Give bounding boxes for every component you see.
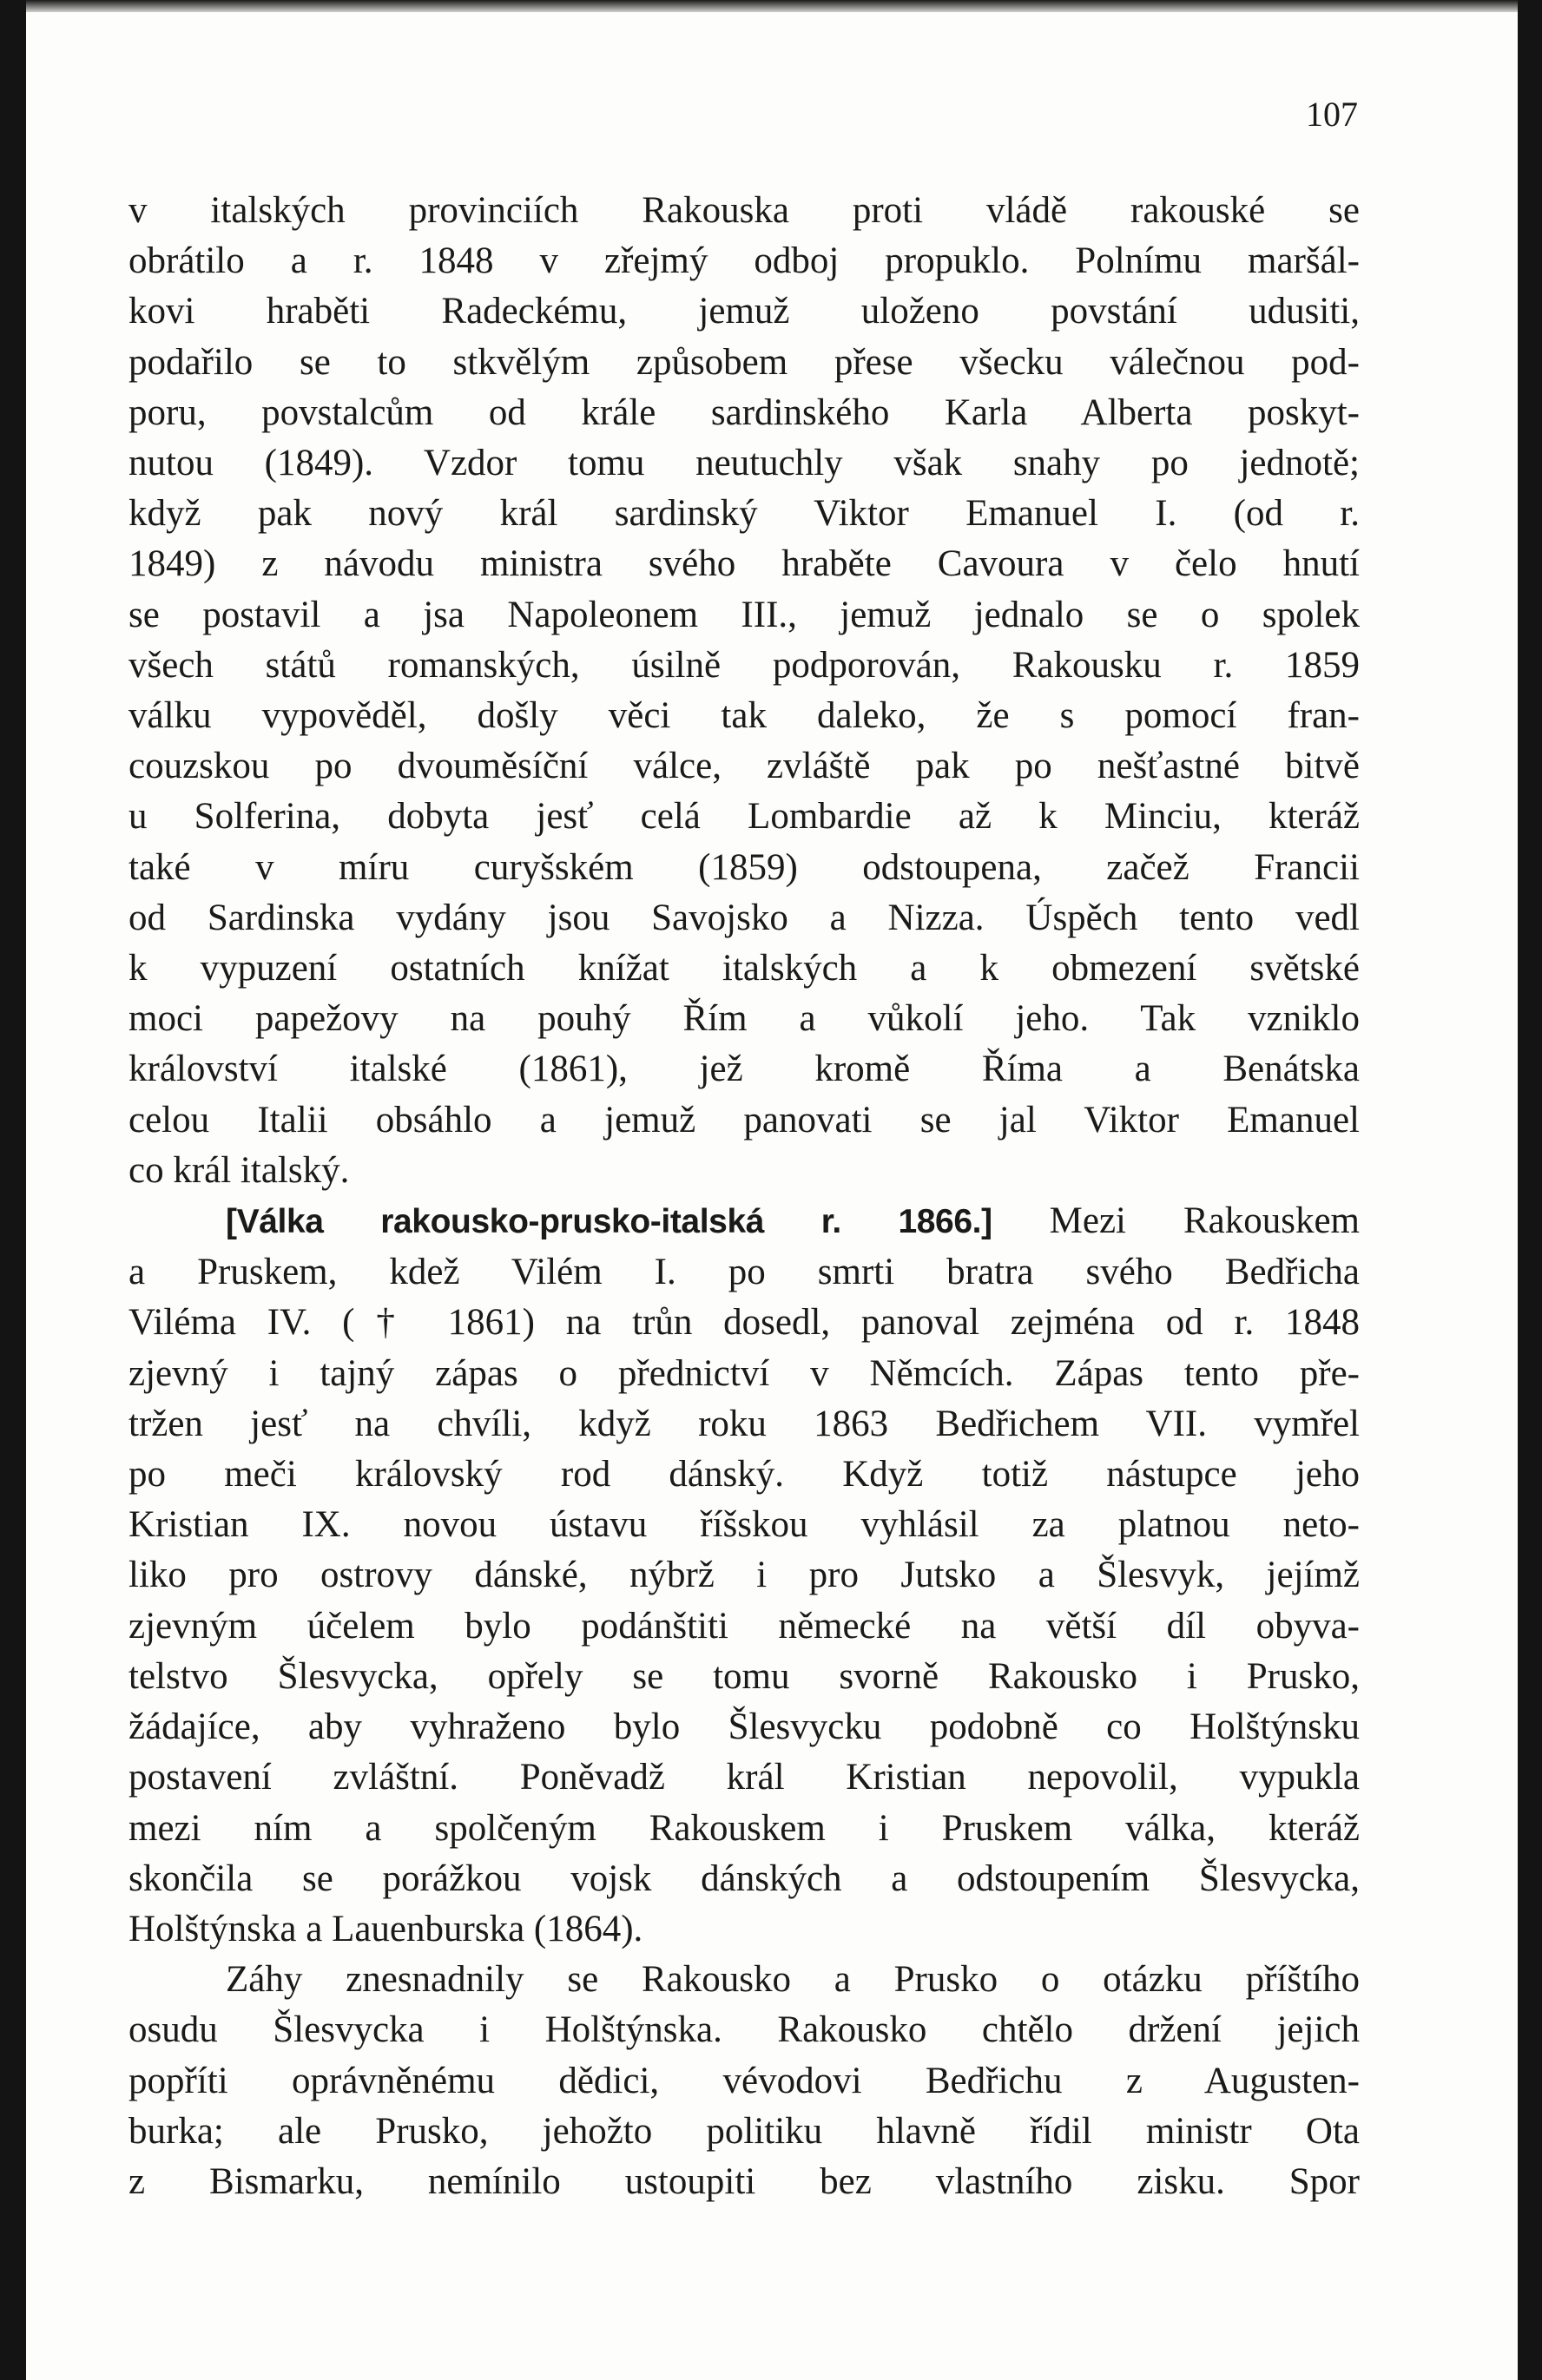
scan-edge-right xyxy=(1518,0,1542,2380)
text-line: Záhy znesnadnily se Rakousko a Prusko o otázku příštího xyxy=(226,1959,1360,2001)
text-line: telstvo Šlesvycka, opřely se tomu svorně Rakousko i Prusko, xyxy=(128,1655,1360,1697)
text-line: obrátilo a r. 1848 v zřejmý odboj propuklo. Polnímu maršál- xyxy=(128,240,1360,282)
text-line: království italské (1861), jež kromě Říma a Benátska xyxy=(128,1049,1360,1090)
text-line: žádajíce, aby vyhraženo bylo Šlesvycku podobně co Holštýnsku xyxy=(128,1706,1360,1748)
section-heading: [Válka rakousko-prusko-italská r. 1866.] xyxy=(226,1203,992,1241)
text-line: co král italský. xyxy=(128,1149,350,1191)
text-line: válku vypověděl, došly věci tak daleko, že s pomocí fran- xyxy=(128,695,1360,737)
scan-edge-top xyxy=(0,0,1542,12)
scan-edge-left xyxy=(0,0,26,2380)
page-number: 107 xyxy=(1306,95,1358,134)
text-line: se postavil a jsa Napoleonem III., jemuž jednalo se o spolek xyxy=(128,594,1360,635)
text-line: a Pruskem, kdež Vilém I. po smrti bratra svého Bedřicha xyxy=(128,1252,1360,1293)
paragraph-2 xyxy=(128,1196,1360,1955)
text-line xyxy=(128,1196,1360,1247)
text-line: burka; ale Prusko, jehožto politiku hlavně řídil ministr Ota xyxy=(128,2110,1360,2152)
text-line: popříti oprávněnému dědici, vévodovi Bedřichu z Augusten- xyxy=(128,2060,1360,2101)
text-line: z Bismarku, nemínilo ustoupiti bez vlastního zisku. Spor xyxy=(128,2160,1360,2202)
text-line: Holštýnska a Lauenburska (1864). xyxy=(128,1908,643,1949)
text-fragment: Mezi Rakouskem xyxy=(992,1200,1360,1242)
text-line: také v míru curyšském (1859) odstoupena, začež Francii xyxy=(128,846,1360,888)
text-line: u Solferina, dobyta jesť celá Lombardie až k Minciu, kteráž xyxy=(128,796,1360,838)
text-line: nutou (1849). Vzdor tomu neutuchly však snahy po jednotě; xyxy=(128,443,1360,484)
text-line: od Sardinska vydány jsou Savojsko a Nizza. Úspěch tento vedl xyxy=(128,897,1360,938)
text-line: celou Italii obsáhlo a jemuž panovati se jal Viktor Emanuel xyxy=(128,1099,1360,1141)
text-line: postavení zvláštní. Poněvadž král Kristian nepovolil, vypukla xyxy=(128,1757,1360,1798)
text-line: když pak nový král sardinský Viktor Emanuel I. (od r. xyxy=(128,493,1360,535)
text-line: Kristian IX. novou ústavu říšskou vyhlásil za platnou neto- xyxy=(128,1504,1360,1546)
text-line: k vypuzení ostatních knížat italských a k obmezení světské xyxy=(128,948,1360,989)
text-line: moci papežovy na pouhý Řím a vůkolí jeho. Tak vzniklo xyxy=(128,998,1360,1040)
text-line: couzskou po dvouměsíční válce, zvláště pak po nešťastné bitvě xyxy=(128,746,1360,787)
text-line: 1849) z návodu ministra svého hraběte Cavoura v čelo hnutí xyxy=(128,543,1360,585)
text-line: zjevný i tajný zápas o přednictví v Němcích. Zápas tento pře- xyxy=(128,1352,1360,1394)
text-line: kovi hraběti Radeckému, jemuž uloženo povstání udusiti, xyxy=(128,291,1360,332)
text-line: tržen jesť na chvíli, když roku 1863 Bedřichem VII. vymřel xyxy=(128,1403,1360,1444)
paragraph-3 xyxy=(128,1955,1360,2207)
text-line: podařilo se to stkvělým způsobem přese všecku válečnou pod- xyxy=(128,341,1360,383)
text-line: v italských provinciích Rakouska proti vládě rakouské se xyxy=(128,190,1360,231)
text-line: liko pro ostrovy dánské, nýbrž i pro Jutsko a Šlesvyk, jejímž xyxy=(128,1555,1360,1596)
text-line: poru, povstalcům od krále sardinského Karla Alberta poskyt- xyxy=(128,391,1360,433)
text-line: všech států romanských, úsilně podporován, Rakousku r. 1859 xyxy=(128,644,1360,686)
body-text xyxy=(128,186,1360,2207)
text-line: mezi ním a spolčeným Rakouskem i Pruskem válka, kteráž xyxy=(128,1807,1360,1849)
text-line: skončila se porážkou vojsk dánských a odstoupením Šlesvycka, xyxy=(128,1857,1360,1899)
text-line: osudu Šlesvycka i Holštýnska. Rakousko chtělo držení jejich xyxy=(128,2009,1360,2051)
paragraph-1 xyxy=(128,186,1360,1196)
text-line: po meči královský rod dánský. Když totiž nástupce jeho xyxy=(128,1454,1360,1496)
text-line: Viléma IV. († 1861) na trůn dosedl, panoval zejména od r. 1848 xyxy=(128,1302,1360,1344)
text-line: zjevným účelem bylo podánštiti německé na větší díl obyva- xyxy=(128,1605,1360,1647)
